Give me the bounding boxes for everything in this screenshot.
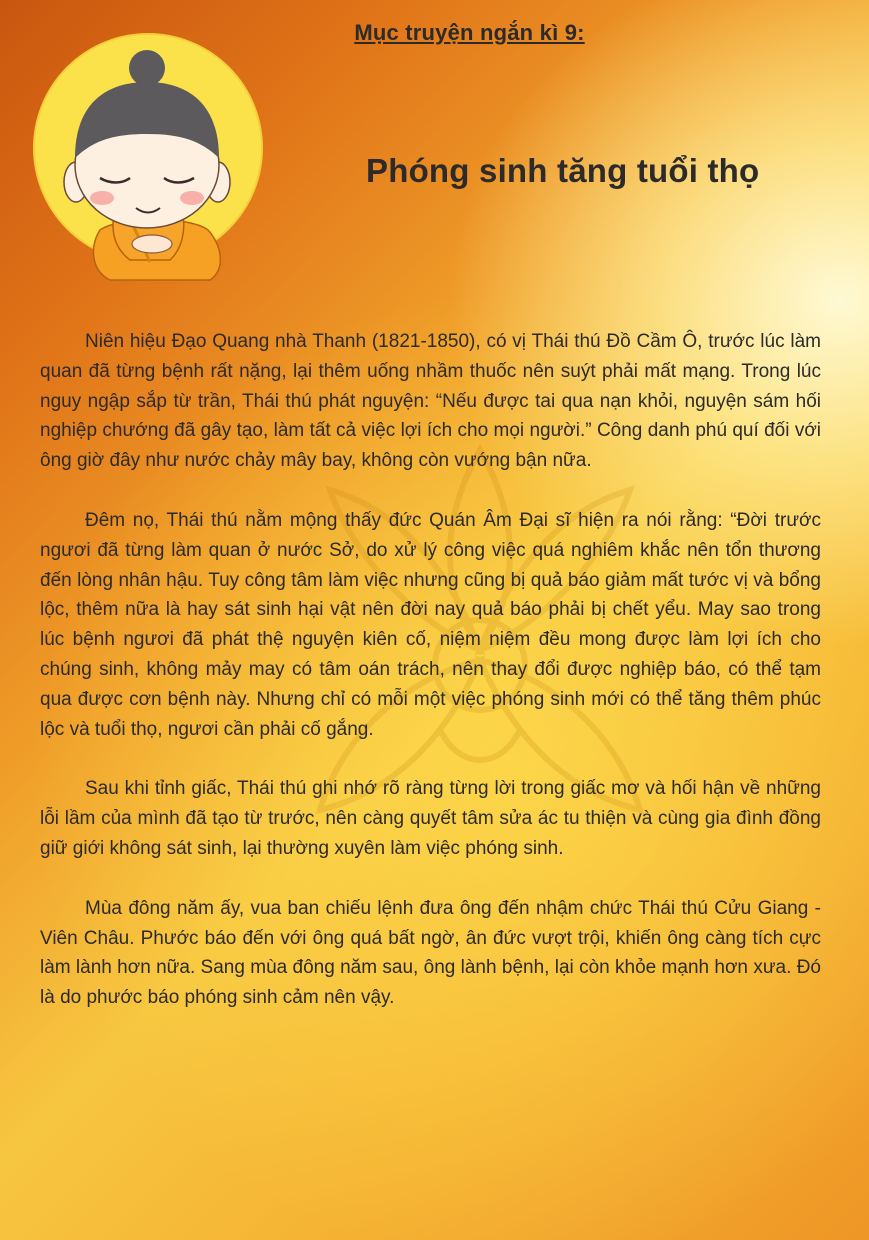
story-paragraph: Niên hiệu Đạo Quang nhà Thanh (1821-1850), có vị Thái thú Đồ Cầm Ô, trước lúc làm quan đã từng bệnh rất nặng, lại thêm uống nhầm thuốc nên suýt phải mất mạng. Trong lúc nguy ngập sắp từ trần, Thái thú phát nguyện: “Nếu được tai qua nạn khỏi, nguyện sám hối nghiệp chướng đã gây tạo, làm tất cả việc lợi ích cho mọi người.” Công danh phú quí đối với ông giờ đây như nước chảy mây bay, không còn vướng bận nữa. — [40, 331, 821, 472]
story-paragraph: Sau khi tỉnh giấc, Thái thú ghi nhớ rõ ràng từng lời trong giấc mơ và hối hận về những lỗi lầm của mình đã tạo từ trước, nên càng quyết tâm sửa ác tu thiện và cùng gia đình đồng giữ giới không sát sinh, lại thường xuyên làm việc phóng sinh. — [40, 778, 821, 859]
story-body — [40, 327, 821, 1043]
story-paragraph: Đêm nọ, Thái thú nằm mộng thấy đức Quán Âm Đại sĩ hiện ra nói rằng: “Đời trước ngươi đã từng làm quan ở nước Sở, do xử lý công việc quá nghiêm khắc nên tổn thương đến lòng nhân hậu. Tuy công tâm làm việc nhưng cũng bị quả báo giảm mất tước vị và bổng lộc, thêm nữa là hay sát sinh hại vật nên đời nay quả báo phải bị chết yểu. May sao trong lúc bệnh ngươi đã phát thệ nguyện kiên cố, niệm niệm đều mong được làm lợi ích cho chúng sinh, không mảy may có tâm oán trách, nên thay đổi được nghiệp báo, có thể tạm qua được cơn bệnh này. Nhưng chỉ có mỗi một việc phóng sinh mới có thể tăng thêm phúc lộc và tuổi thọ, ngươi cần phải cố gắng. — [40, 509, 821, 740]
story-title: Phóng sinh tăng tuổi thọ — [366, 152, 760, 189]
story-paragraph: Mùa đông năm ấy, vua ban chiếu lệnh đưa ông đến nhậm chức Thái thú Cửu Giang - Viên Châu. Phước báo đến với ông quá bất ngờ, ân đức vượt trội, khiến ông càng tích cực làm lành hơn nữa. Sang mùa đông năm sau, ông lành bệnh, lại còn khỏe mạnh hơn xưa. Đó là do phước báo phóng sinh cảm nên vậy. — [40, 897, 821, 1009]
meditating-monk-icon — [30, 30, 270, 290]
series-title: Mục truyện ngắn kì 9: — [354, 20, 585, 45]
